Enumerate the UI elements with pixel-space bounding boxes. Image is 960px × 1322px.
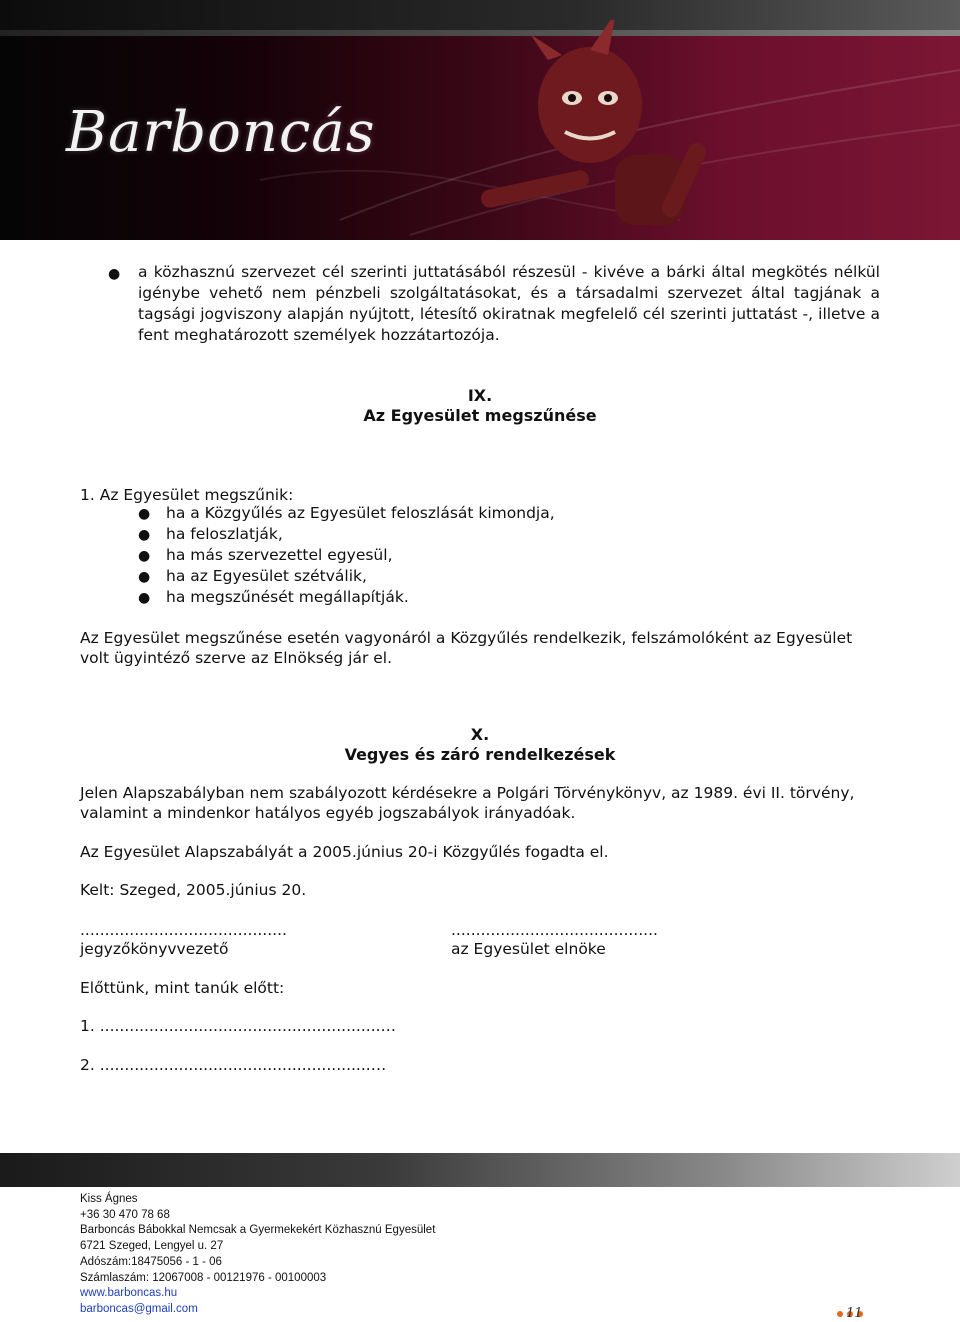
website-link[interactable]: www.barboncas.hu — [80, 1287, 178, 1300]
page-number: 11 — [846, 1306, 863, 1321]
signature-label-right: az Egyesület elnöke — [451, 940, 606, 958]
bullet-icon: ● — [138, 590, 151, 606]
witness-line-1: 1. .........................................................… — [80, 1017, 397, 1035]
section-10-paragraph-1: Jelen Alapszabályban nem szabályozott kérdésekre a Polgári Törvénykönyv, az 1989. évi II. törvény, valamint a mindenkor hatályos egyéb jogszabályok irányadóak. — [80, 784, 855, 822]
footer-band — [0, 1153, 960, 1187]
barboncas-logo: Barboncás — [66, 100, 376, 165]
bullet-icon: ● — [138, 506, 151, 522]
bullet-icon: ● — [108, 266, 121, 282]
section-10-paragraph-2: Az Egyesület Alapszabályát a 2005.június 20-i Közgyűlés fogadta el. — [80, 843, 609, 861]
bullet-icon: ● — [138, 527, 151, 543]
contact-name: Kiss Ágnes — [80, 1193, 138, 1205]
list-item: ha megszűnését megállapítják. — [166, 588, 409, 606]
section-10-title: Vegyes és záró rendelkezések — [344, 745, 616, 764]
footer-contact — [80, 1192, 435, 1318]
section-9-title: Az Egyesület megszűnése — [363, 406, 597, 425]
email-link[interactable]: barboncas@gmail.com — [80, 1302, 198, 1315]
section-9-intro: 1. Az Egyesület megszűnik: — [80, 486, 294, 504]
bullet-paragraph: a közhasznú szervezet cél szerinti juttatásából részesül - kivéve a bárki által megkötés nélkül igénybe vehető nem pénzbeli szolgáltatásokat, és a társadalmi szervezet által tagjának a tagsági jogviszony alapján nyújtott, létesítő okiratnak megfelelő cél szerinti juttatást -, illetve a fent meghatározott személyek hozzátartozója. — [138, 263, 880, 344]
section-9-paragraph: Az Egyesület megszűnése esetén vagyonáról a Közgyűlés rendelkezik, felszámolóként az Egyesület volt ügyintéző szerve az Elnökség jár el. — [80, 629, 853, 667]
signature-line-right: .......................................... — [451, 921, 658, 939]
list-item: ha az Egyesület szétválik, — [166, 567, 367, 585]
header-banner — [0, 0, 960, 240]
signature-line-left: .......................................... — [80, 921, 287, 939]
signature-label-left: jegyzőkönyvvezető — [80, 940, 229, 958]
list-item: ha feloszlatják, — [166, 525, 283, 543]
witness-line-2: 2. .......................................................… — [80, 1056, 387, 1074]
section-9-number: IX. — [467, 386, 493, 405]
bullet-icon: ● — [138, 569, 151, 585]
contact-phone: +36 30 470 78 68 — [80, 1208, 170, 1221]
puppet-figure — [440, 20, 740, 230]
bullet-icon: ● — [138, 548, 151, 564]
organization-name: Barboncás Bábokkal Nemcsak a Gyermekekért Közhasznú Egyesület — [80, 1224, 436, 1237]
address: 6721 Szeged, Lengyel u. 27 — [80, 1240, 224, 1253]
list-item: ha más szervezettel egyesül, — [166, 546, 393, 564]
section-10-number: X. — [470, 725, 490, 744]
tax-number: Adószám:18475056 - 1 - 06 — [80, 1255, 222, 1268]
dated-line: Kelt: Szeged, 2005.június 20. — [80, 881, 307, 899]
bank-account: Számlaszám: 12067008 - 00121976 - 00100003 — [80, 1271, 327, 1284]
list-item: ha a Közgyűlés az Egyesület feloszlását kimondja, — [166, 504, 555, 522]
witness-intro: Előttünk, mint tanúk előtt: — [80, 979, 285, 997]
